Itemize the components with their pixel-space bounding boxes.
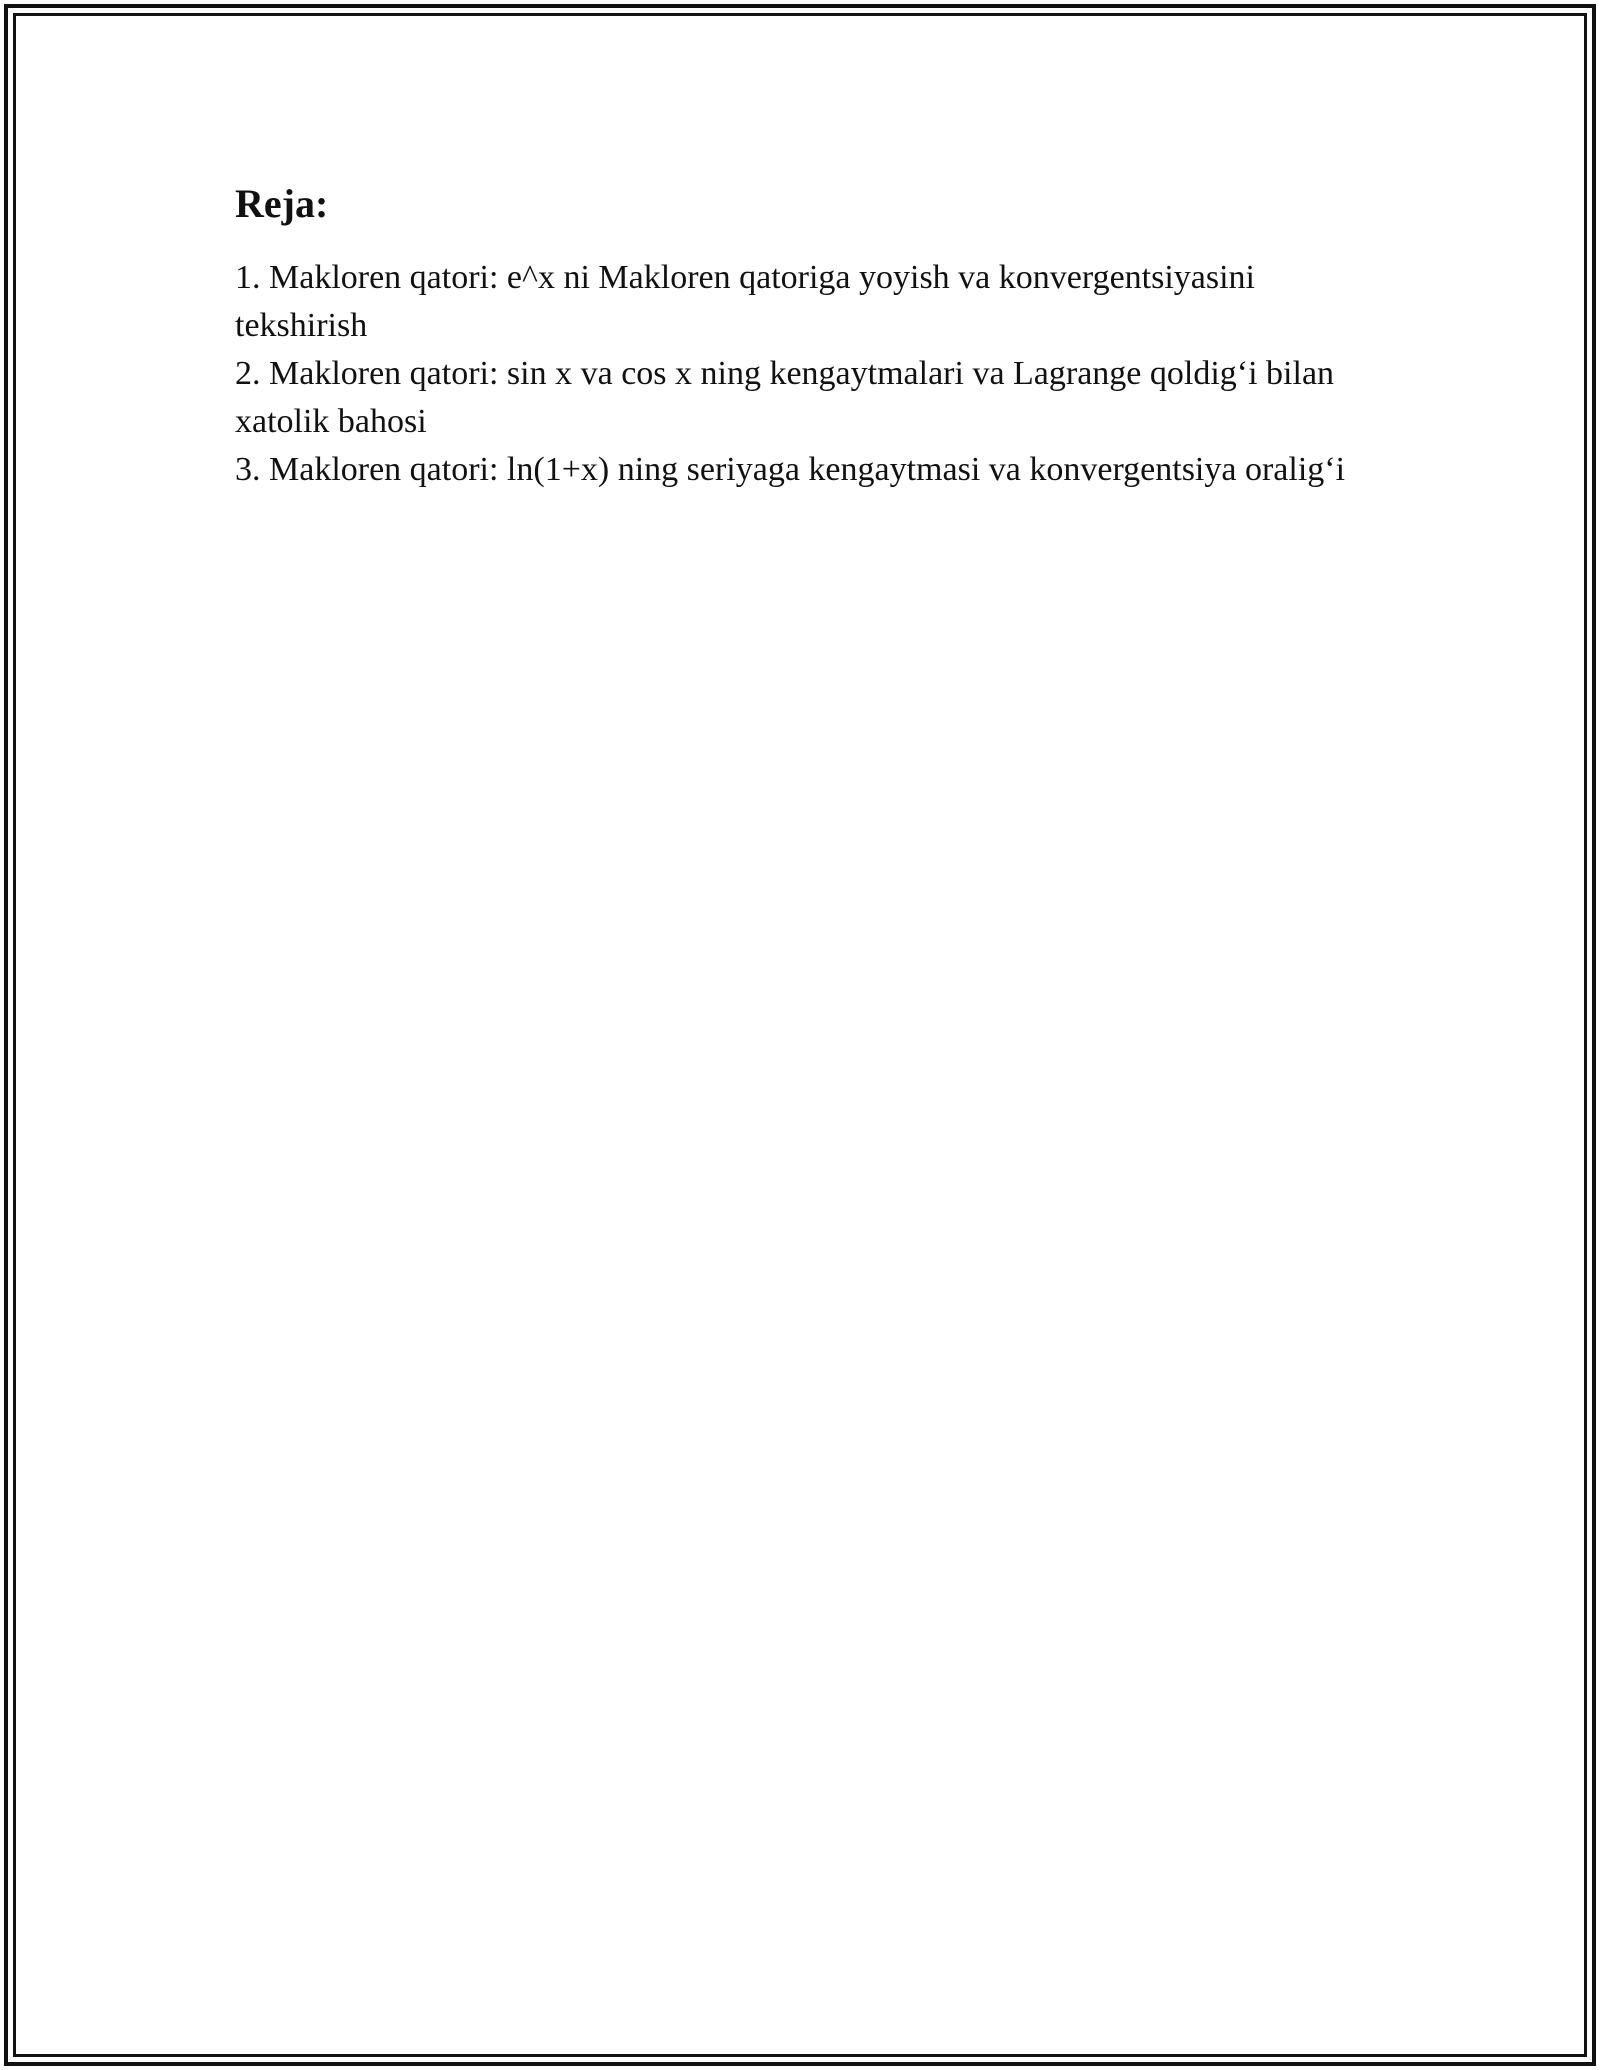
plan-list xyxy=(235,254,1385,494)
plan-item-3: 3. Makloren qatori: ln(1+x) ning seriyaga kengaytmasi va konvergentsiya oralig‘i xyxy=(235,451,1346,488)
plan-item-1: 1. Makloren qatori: e^x ni Makloren qatoriga yoyish va konvergentsiyasini tekshirish xyxy=(235,259,1255,344)
plan-item-2: 2. Makloren qatori: sin x va cos x ning kengaytmalari va Lagrange qoldig‘i bilan xatolik bahosi xyxy=(235,355,1335,440)
plan-heading: Reja: xyxy=(235,181,329,226)
document-content xyxy=(235,180,1385,494)
